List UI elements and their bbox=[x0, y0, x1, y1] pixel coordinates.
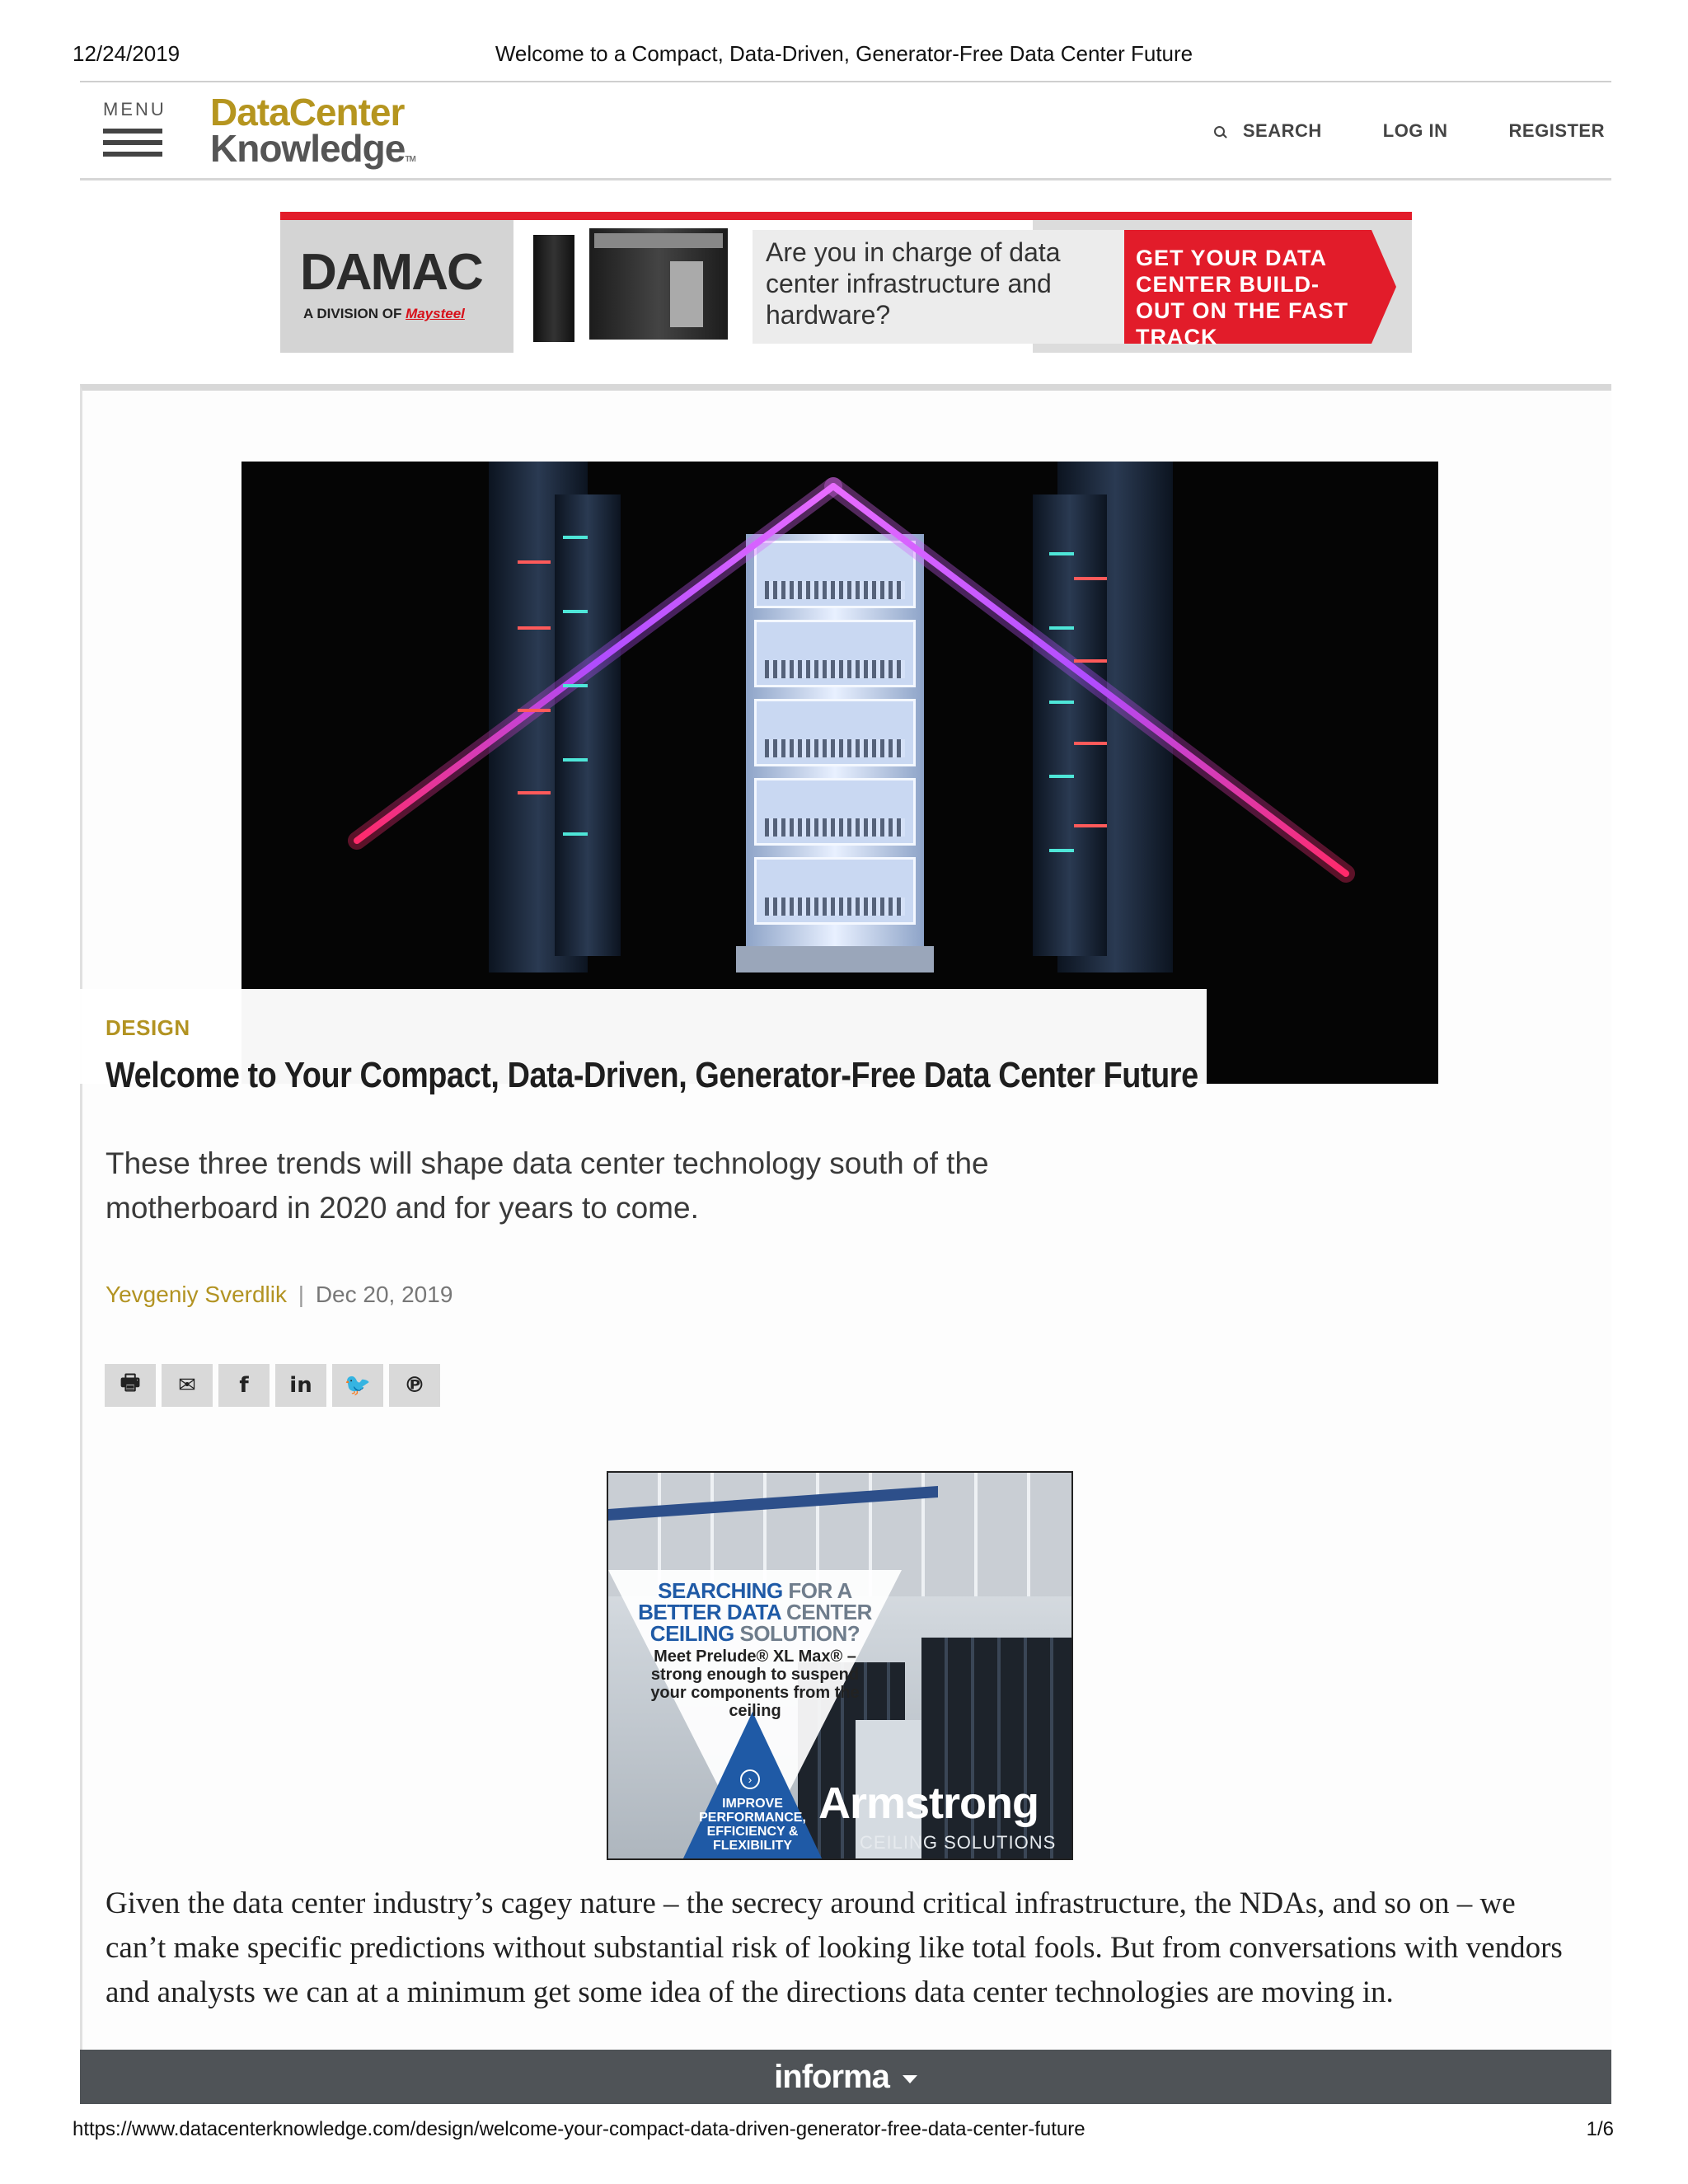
print-url: https://www.datacenterknowledge.com/design/welcome-your-compact-data-driven-generator-free-data-center-future bbox=[73, 2118, 1085, 2140]
hamburger-icon bbox=[103, 129, 164, 157]
damac-banner-ad[interactable] bbox=[280, 212, 1412, 353]
logo-trademark: TM bbox=[405, 155, 415, 164]
print-date: 12/24/2019 bbox=[73, 41, 181, 66]
search-icon bbox=[1214, 126, 1225, 137]
damac-logo bbox=[280, 220, 513, 353]
informa-logo: informa bbox=[774, 2058, 889, 2095]
logo-bottom-text: Knowledge bbox=[210, 127, 406, 170]
informa-bar[interactable] bbox=[80, 2050, 1611, 2104]
menu-label: MENU bbox=[103, 99, 166, 120]
print-page-number: 1/6 bbox=[1586, 2118, 1614, 2140]
armstrong-ad[interactable] bbox=[607, 1471, 1073, 1860]
login-link[interactable]: LOG IN bbox=[1382, 120, 1448, 141]
maysteel-logo: Maysteel bbox=[406, 306, 465, 321]
twitter-icon: 🐦 bbox=[344, 1373, 372, 1398]
armstrong-body: Meet Prelude® XL Max® – strong enough to suspend your components from the ceiling bbox=[650, 1647, 860, 1720]
category-link[interactable]: DESIGN bbox=[106, 1015, 190, 1040]
print-button[interactable] bbox=[105, 1364, 156, 1407]
twitter-button[interactable] bbox=[332, 1364, 383, 1407]
armstrong-headline bbox=[608, 1580, 902, 1644]
facebook-button[interactable] bbox=[218, 1364, 270, 1407]
print-title: Welcome to a Compact, Data-Driven, Generator-Free Data Center Future bbox=[495, 41, 1193, 66]
site-logo[interactable] bbox=[210, 91, 415, 178]
linkedin-button[interactable] bbox=[275, 1364, 326, 1407]
search-label: SEARCH bbox=[1242, 120, 1322, 141]
byline-separator: | bbox=[298, 1282, 305, 1307]
armstrong-tagline: CEILING SOLUTIONS bbox=[860, 1832, 1057, 1853]
header-nav bbox=[1214, 120, 1605, 142]
email-icon: ✉ bbox=[178, 1373, 196, 1398]
arrow-right-circle-icon: › bbox=[740, 1769, 760, 1789]
linkedin-icon: in bbox=[289, 1373, 312, 1398]
article-body-paragraph: Given the data center industry’s cagey nature – the secrecy around critical infrastructure, the NDAs, and so on – we can’t make specific predictions without substantial risk of looking like total fools. But from conversations with vendors and analysts we can at a minimum get some idea of the directions data center technologies are moving in. bbox=[106, 1886, 1563, 2009]
article-headline: Welcome to Your Compact, Data-Driven, Generator-Free Data Center Future bbox=[106, 1055, 1198, 1095]
armstrong-head-2b: CENTER bbox=[781, 1600, 872, 1624]
armstrong-head-3b: SOLUTION? bbox=[734, 1621, 860, 1646]
article-deck: These three trends will shape data center technology south of the motherboard in 2020 and for years to come. bbox=[106, 1146, 989, 1225]
armstrong-head-3a: CEILING bbox=[649, 1621, 734, 1646]
site-header bbox=[80, 81, 1611, 180]
damac-division bbox=[303, 306, 465, 322]
armstrong-head-2a: BETTER DATA bbox=[638, 1600, 781, 1624]
armstrong-logo: Armstrong bbox=[818, 1779, 1039, 1828]
facebook-icon: f bbox=[239, 1373, 249, 1398]
damac-brand: DAMAC bbox=[300, 244, 482, 301]
ad-question: Are you in charge of data center infrastructure and hardware? bbox=[753, 230, 1127, 344]
email-button[interactable] bbox=[162, 1364, 213, 1407]
share-toolbar bbox=[105, 1364, 440, 1407]
search-button[interactable] bbox=[1214, 120, 1322, 142]
armstrong-head-1a: SEARCHING bbox=[658, 1578, 783, 1603]
pinterest-button[interactable] bbox=[389, 1364, 440, 1407]
logo-bottom bbox=[210, 127, 415, 178]
author-link[interactable]: Yevgeniy Sverdlik bbox=[106, 1282, 287, 1307]
logo-top: DataCenter bbox=[210, 91, 405, 134]
damac-division-label: A DIVISION OF bbox=[303, 306, 402, 321]
byline bbox=[106, 1282, 452, 1308]
register-link[interactable]: REGISTER bbox=[1508, 120, 1605, 141]
menu-button[interactable] bbox=[103, 99, 164, 165]
publish-date: Dec 20, 2019 bbox=[315, 1282, 453, 1307]
pinterest-icon: ℗ bbox=[404, 1373, 425, 1398]
armstrong-benefits: IMPROVE PERFORMANCE, EFFICIENCY & FLEXIBILITY bbox=[699, 1797, 806, 1853]
armstrong-head-1b: FOR A bbox=[782, 1578, 852, 1603]
cta-arrow-icon bbox=[1372, 230, 1396, 344]
caret-down-icon bbox=[903, 2075, 917, 2083]
ad-cta: GET YOUR DATA CENTER BUILD-OUT ON THE FAST TRACK bbox=[1124, 230, 1372, 344]
print-icon: 🖶 bbox=[120, 1371, 141, 1395]
